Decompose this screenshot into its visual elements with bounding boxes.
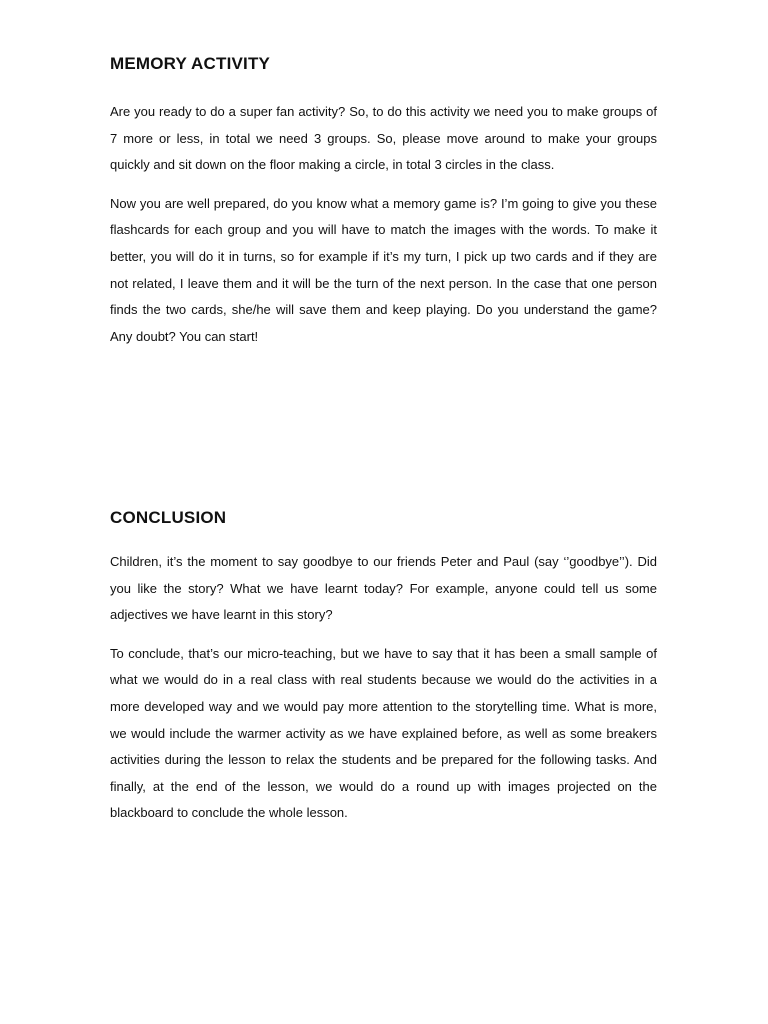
conclusion-section xyxy=(110,507,657,827)
memory-activity-paragraph-2: Now you are well prepared, do you know what a memory game is? I’m going to give you these flashcards for each group and you will have to match the images with the words. To make it better, you will do it in turns, so for example if it’s my turn, I pick up two cards and if they are not related, I leave them and it will be the turn of the next person. In the case that one person finds the two cards, she/he will save them and keep playing. Do you understand the game? Any doubt? You can start! xyxy=(110,195,657,344)
memory-activity-paragraph-1: Are you ready to do a super fan activity? So, to do this activity we need you to make groups of 7 more or less, in total we need 3 groups. So, please move around to make your groups quickly and sit down on the floor making a circle, in total 3 circles in the class. xyxy=(110,104,657,173)
conclusion-paragraph-1: Children, it’s the moment to say goodbye to our friends Peter and Paul (say ‘’goodbye’’). Did you like the story? What we have learnt today? For example, anyone could tell us some adjectives we have learnt in this story? xyxy=(110,554,657,623)
memory-activity-section xyxy=(110,53,657,350)
conclusion-paragraph-2: To conclude, that’s our micro-teaching, but we have to say that it has been a small sample of what we would do in a real class with real students because we would do the activities in a more developed way and we would pay more attention to the storytelling time. What is more, we would include the warmer activity as we have explained before, as well as some breakers activities during the lesson to relax the students and be prepared for the following tasks. And finally, at the end of the lesson, we would do a round up with images projected on the blackboard to conclude the whole lesson. xyxy=(110,645,657,821)
conclusion-heading: CONCLUSION xyxy=(110,508,227,527)
memory-activity-heading: MEMORY ACTIVITY xyxy=(110,54,271,73)
